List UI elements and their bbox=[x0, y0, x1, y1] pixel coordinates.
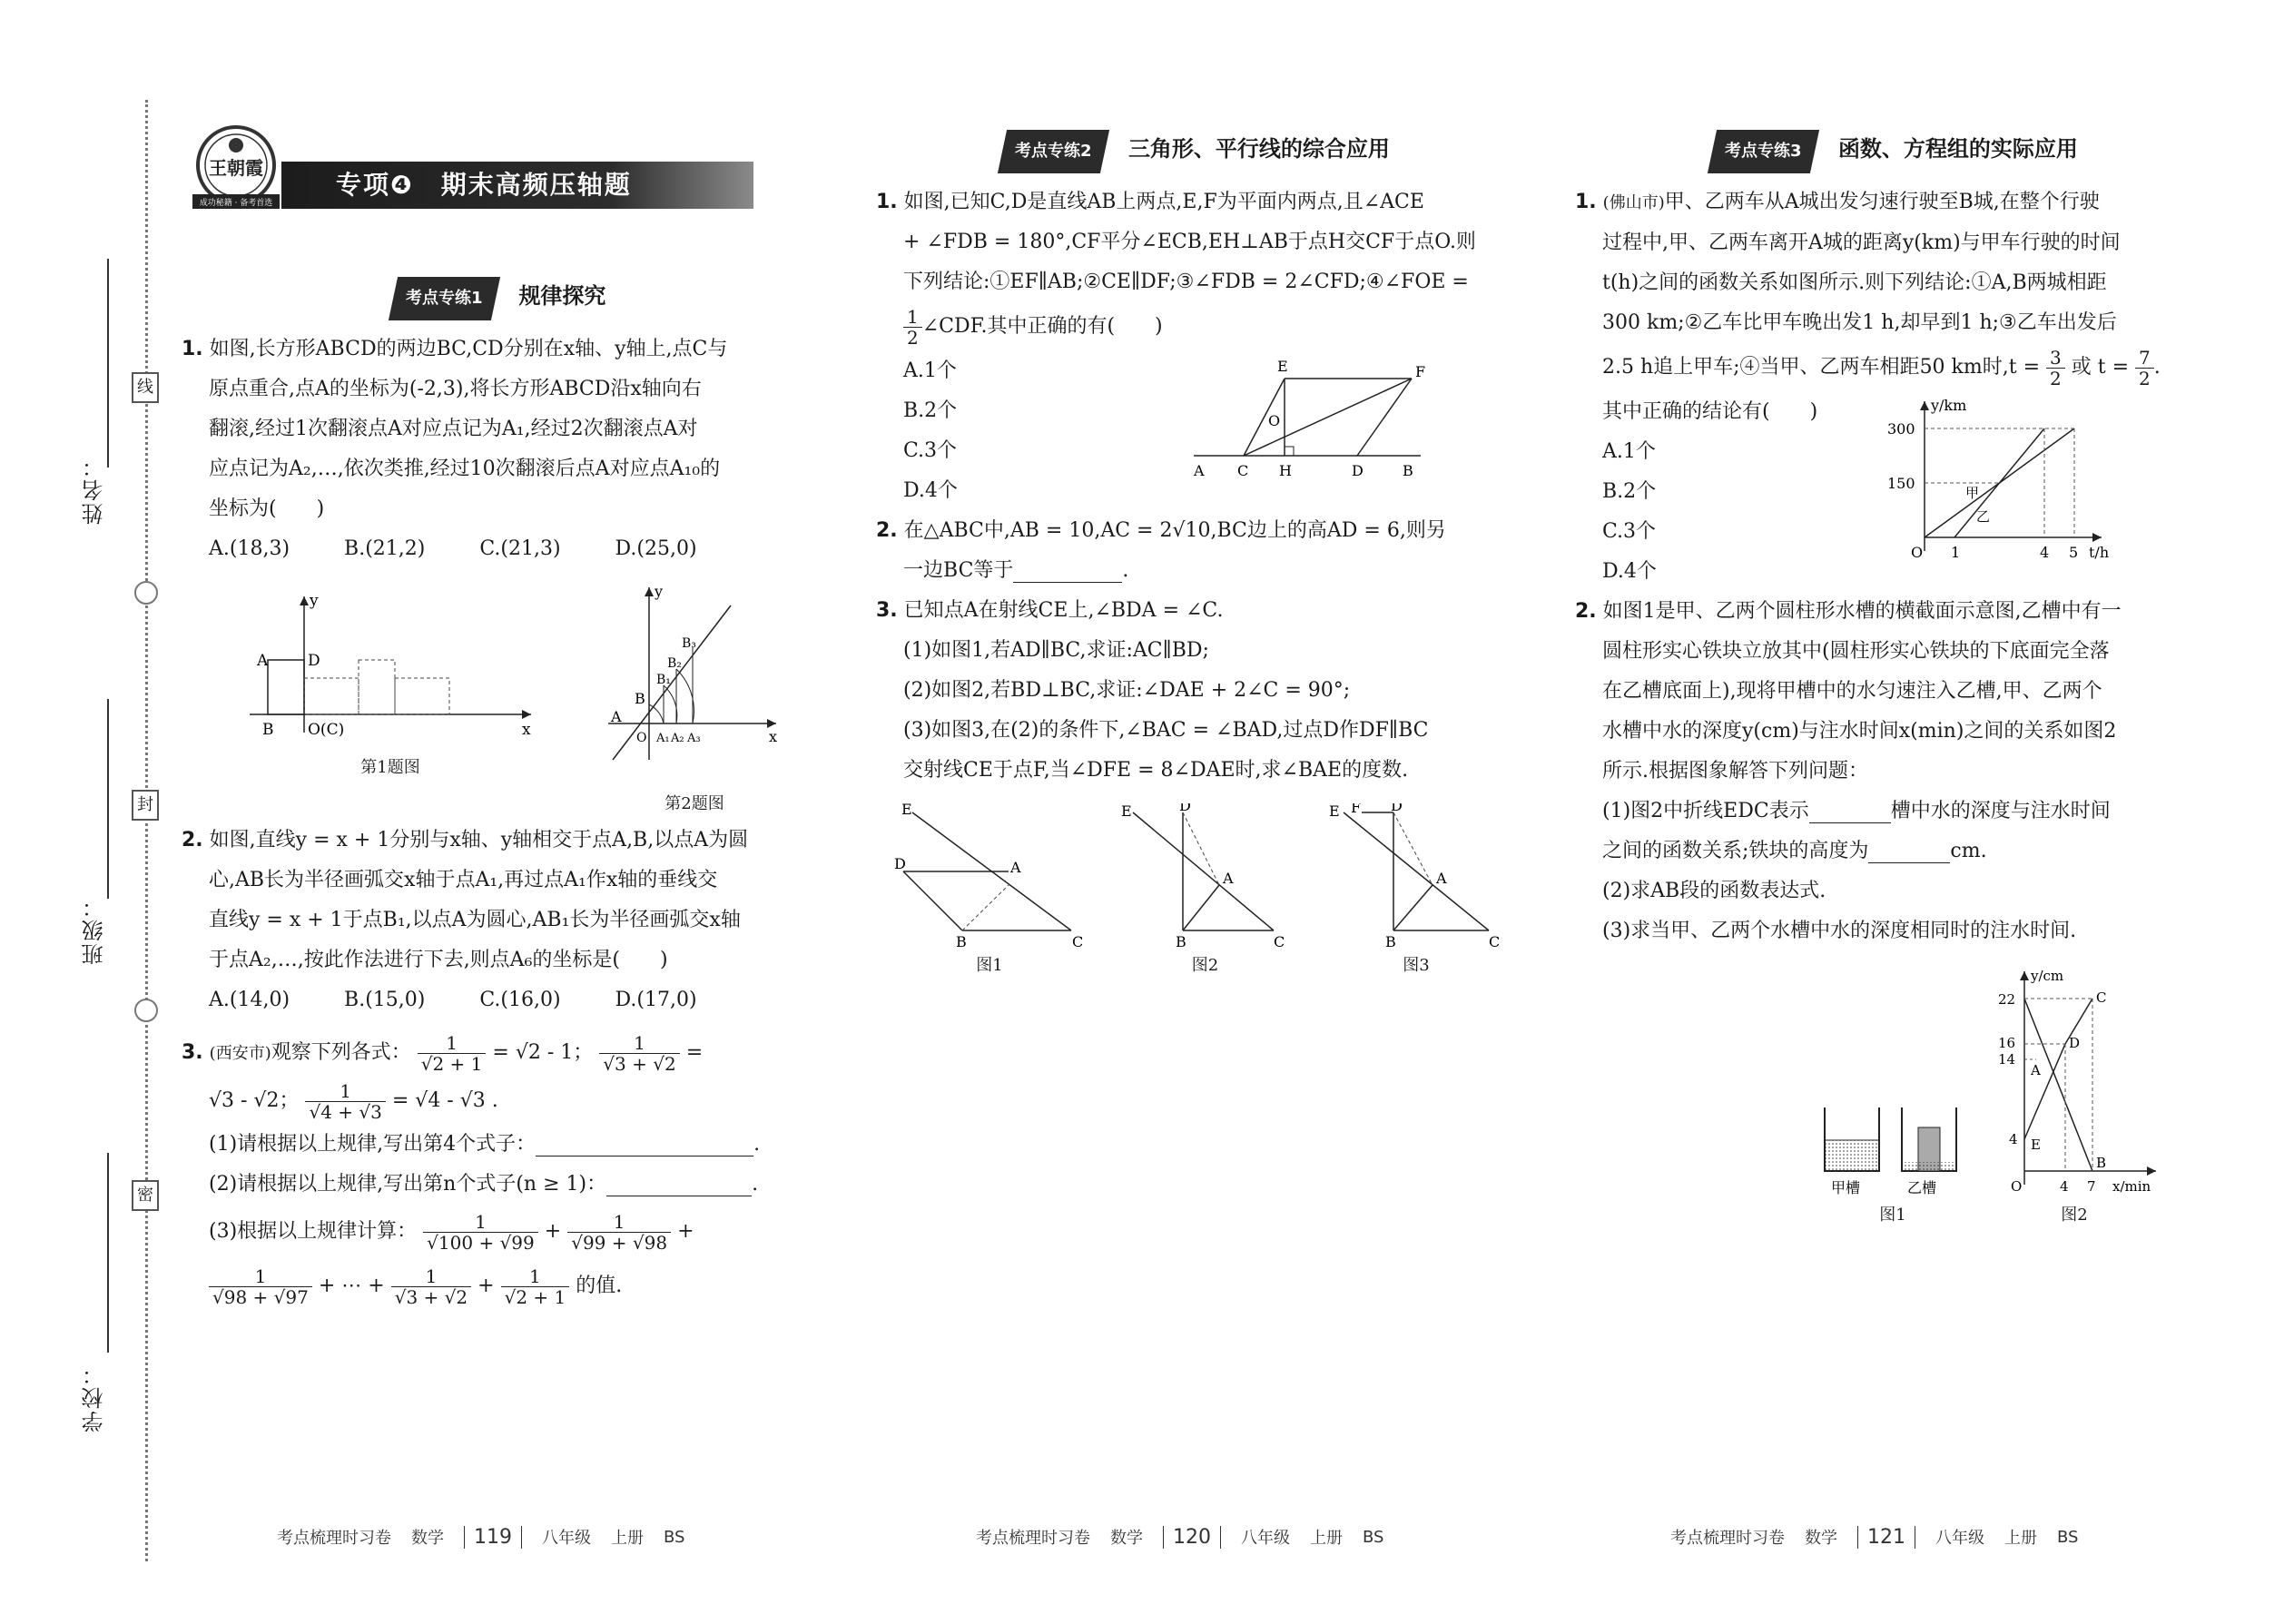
fraction: $\frac{1}{√100 + √99}$ bbox=[423, 1212, 538, 1253]
footer-volume: 上册 bbox=[2004, 1529, 2037, 1548]
section-heading-3 bbox=[1575, 129, 2215, 173]
svg-text:B: B bbox=[1403, 462, 1413, 479]
question-part: (2)求AB段的函数表达式. bbox=[1602, 880, 1826, 902]
option-d: D.(25,0) bbox=[615, 537, 697, 560]
class-underline bbox=[107, 699, 109, 899]
binding-dashed-line bbox=[145, 100, 148, 1561]
svg-text:1: 1 bbox=[1951, 544, 1961, 561]
section-title: 三角形、平行线的综合应用 bbox=[1127, 136, 1390, 162]
question-number: 2. bbox=[876, 519, 898, 542]
footer-edition: BS bbox=[664, 1527, 685, 1547]
fraction: $\frac{1}{√99 + √98}$ bbox=[567, 1212, 671, 1253]
school-underline bbox=[107, 1153, 109, 1353]
svg-text:D: D bbox=[1178, 803, 1191, 814]
chapter-title: 专项❹ 期末高频压轴题 bbox=[336, 170, 632, 200]
figure-caption: 图2 bbox=[1191, 956, 1219, 975]
footer-page-120 bbox=[976, 1525, 1383, 1549]
answer-blank[interactable] bbox=[1868, 840, 1950, 863]
svg-text:x: x bbox=[522, 721, 531, 739]
svg-text:5: 5 bbox=[2069, 544, 2079, 561]
footer-page-121 bbox=[1670, 1525, 2078, 1549]
footer-grade: 八年级 bbox=[1241, 1529, 1290, 1548]
svg-text:22: 22 bbox=[1998, 991, 2016, 1008]
svg-text:4: 4 bbox=[2040, 544, 2050, 561]
svg-text:C: C bbox=[1273, 933, 1285, 949]
chapter-banner bbox=[172, 118, 808, 218]
footer-grade: 八年级 bbox=[542, 1529, 591, 1548]
svg-text:B: B bbox=[635, 690, 645, 707]
svg-text:14: 14 bbox=[1998, 1051, 2016, 1068]
footer-book: 考点梳理时习卷 bbox=[1670, 1529, 1785, 1548]
svg-text:D: D bbox=[2069, 1035, 2081, 1051]
question-line: 心,AB长为半径画弧交x轴于点A₁,再过点A₁作x轴的垂线交 bbox=[209, 869, 718, 891]
svg-text:甲槽: 甲槽 bbox=[1831, 1179, 1861, 1196]
question-line: 已知点A在射线CE上,∠BDA = ∠C. bbox=[903, 599, 1224, 622]
question-number: 1. bbox=[1575, 191, 1597, 213]
question-line: 应点记为A₂,…,依次类推,经过10次翻滚后点A对应点A₁₀的 bbox=[209, 458, 721, 480]
school-label: 学校： bbox=[82, 1362, 107, 1432]
question-line: 于点A₂,…,按此作法进行下去,则点A₆的坐标是( ) bbox=[209, 949, 668, 971]
class-label: 班级： bbox=[82, 894, 107, 965]
triangle-diagram-3 bbox=[1325, 803, 1507, 949]
fraction: $\frac{3}{2}$ bbox=[2046, 348, 2065, 389]
svg-text:B: B bbox=[1385, 933, 1396, 949]
figure-q2 bbox=[604, 578, 785, 815]
svg-text:H: H bbox=[1279, 462, 1292, 479]
option-c: C.(21,3) bbox=[479, 537, 561, 560]
wangzhaoxia-logo bbox=[182, 118, 290, 218]
question-line: 直线y = x + 1于点B₁,以点A为圆心,AB₁长为半径画弧交x轴 bbox=[209, 909, 741, 931]
svg-text:150: 150 bbox=[1887, 475, 1915, 492]
footer-volume: 上册 bbox=[611, 1529, 644, 1548]
question-line: 甲、乙两车从A城出发匀速行驶至B城,在整个行驶 bbox=[1664, 191, 2100, 213]
section-heading-1 bbox=[182, 276, 817, 320]
svg-text:B: B bbox=[1175, 933, 1186, 949]
svg-text:乙: 乙 bbox=[1976, 508, 1991, 525]
svg-text:B: B bbox=[956, 933, 967, 949]
question-1-2 bbox=[182, 821, 817, 1020]
question-part: (2)请根据以上规律,写出第n个式子(n ≥ 1)： bbox=[209, 1173, 607, 1196]
plus-sign: + bbox=[677, 1220, 694, 1243]
question-line: ∠CDF.其中正确的有( ) bbox=[921, 315, 1163, 338]
seal-mi: 密 bbox=[132, 1180, 159, 1211]
svg-text:7: 7 bbox=[2087, 1178, 2096, 1195]
figure-caption: 图1 bbox=[1879, 1206, 1906, 1225]
svg-text:C: C bbox=[1072, 933, 1084, 949]
svg-text:O: O bbox=[636, 731, 647, 745]
question-part: (3)根据以上规律计算： bbox=[209, 1220, 418, 1243]
option-b: B.2个 bbox=[1602, 480, 1657, 503]
question-part: (1)如图1,若AD∥BC,求证:AC∥BD; bbox=[903, 639, 1209, 662]
svg-text:成功秘籍 · 备考首选: 成功秘籍 · 备考首选 bbox=[199, 199, 273, 208]
plus-sign: + bbox=[478, 1275, 495, 1297]
question-line: 坐标为( ) bbox=[209, 497, 325, 520]
section-tag: 考点专练2 bbox=[998, 130, 1109, 173]
svg-text:B₃: B₃ bbox=[682, 636, 696, 651]
depth-time-graph bbox=[1984, 962, 2165, 1198]
footer-book: 考点梳理时习卷 bbox=[277, 1529, 391, 1548]
svg-text:甲: 甲 bbox=[1965, 485, 1980, 501]
seal-feng: 封 bbox=[132, 790, 159, 821]
question-line: 或 t = bbox=[2071, 356, 2130, 379]
question-number: 2. bbox=[1575, 600, 1597, 623]
question-2-2: 2. 在△ABC中,AB = 10,AC = 2√10,BC边上的高AD = 6,则另 一边BC等于 . bbox=[876, 519, 1446, 582]
options bbox=[182, 529, 817, 569]
figure-q1 bbox=[241, 578, 540, 815]
question-1-1 bbox=[182, 330, 817, 569]
question-part: cm. bbox=[1950, 840, 1987, 862]
svg-text:4: 4 bbox=[2060, 1178, 2069, 1195]
question-line: 如图1是甲、乙两个圆柱形水槽的横截面示意图,乙槽中有一 bbox=[1602, 600, 2122, 623]
figure-caption: 第2题图 bbox=[665, 794, 724, 813]
question-line: 下列结论:①EF∥AB;②CE∥DF;③∠FDB = 2∠CFD;④∠FOE = bbox=[903, 271, 1469, 293]
question-number: 1. bbox=[182, 338, 203, 360]
svg-text:B: B bbox=[2096, 1155, 2107, 1171]
svg-text:C: C bbox=[1489, 933, 1501, 949]
triangle-diagram-2 bbox=[1119, 803, 1292, 949]
svg-text:A₂: A₂ bbox=[671, 732, 684, 745]
svg-text:A: A bbox=[1010, 859, 1021, 876]
figure-caption: 第1题图 bbox=[360, 758, 420, 777]
footer-volume: 上册 bbox=[1310, 1529, 1343, 1548]
section-tag: 考点专练3 bbox=[1708, 130, 1819, 173]
svg-text:A₃: A₃ bbox=[687, 732, 701, 745]
svg-text:y: y bbox=[655, 583, 664, 600]
question-line: 300 km;②乙车比甲车晚出发1 h,却早到1 h;③乙车出发后 bbox=[1602, 311, 2117, 334]
option-c: C.3个 bbox=[903, 439, 958, 462]
footer-book: 考点梳理时习卷 bbox=[976, 1529, 1090, 1548]
fraction: $\frac{1}{2}$ bbox=[903, 307, 922, 348]
svg-text:E: E bbox=[901, 803, 912, 818]
question-line: 水槽中水的深度y(cm)与注水时间x(min)之间的关系如图2 bbox=[1602, 720, 2117, 743]
answer-blank[interactable] bbox=[1809, 800, 1891, 823]
question-part: 之间的函数关系;铁块的高度为 bbox=[1602, 840, 1869, 862]
question-source: (西安市) bbox=[209, 1044, 271, 1063]
section-title: 规律探究 bbox=[518, 283, 606, 309]
svg-text:B₂: B₂ bbox=[667, 656, 682, 671]
name-underline bbox=[107, 259, 109, 468]
question-line: 如图,直线y = x + 1分别与x轴、y轴相交于点A,B,以点A为圆 bbox=[209, 829, 749, 851]
figure-tanks bbox=[1820, 1098, 1965, 1226]
column-1 bbox=[182, 263, 817, 1314]
page-number: 120 bbox=[1163, 1526, 1221, 1549]
question-number: 2. bbox=[182, 829, 203, 851]
svg-text:D: D bbox=[308, 652, 320, 670]
svg-text:300: 300 bbox=[1887, 420, 1915, 438]
figure-3 bbox=[1325, 803, 1507, 977]
svg-text:F: F bbox=[1415, 363, 1426, 380]
column-2 bbox=[876, 118, 1516, 977]
svg-text:C: C bbox=[1237, 462, 1249, 479]
svg-text:E: E bbox=[1277, 358, 1288, 375]
svg-text:E: E bbox=[1329, 803, 1340, 820]
svg-text:D: D bbox=[1352, 462, 1364, 479]
svg-text:O(C): O(C) bbox=[308, 721, 345, 739]
svg-text:y/km: y/km bbox=[1931, 397, 1967, 414]
svg-text:A: A bbox=[1436, 870, 1447, 887]
option-d: D.4个 bbox=[903, 479, 958, 502]
fraction: $\frac{1}{√2 + 1}$ bbox=[418, 1033, 487, 1074]
fraction: $\frac{1}{√2 + 1}$ bbox=[501, 1266, 570, 1307]
distance-time-graph bbox=[1875, 392, 2111, 565]
svg-text:y: y bbox=[310, 592, 319, 610]
footer-subject: 数学 bbox=[1110, 1529, 1143, 1548]
svg-text:A: A bbox=[1222, 870, 1234, 887]
fraction: $\frac{1}{√98 + √97}$ bbox=[209, 1266, 312, 1307]
question-part: (2)如图2,若BD⊥BC,求证:∠DAE + 2∠C = 90°; bbox=[903, 679, 1351, 702]
svg-text:C: C bbox=[2096, 989, 2107, 1006]
question-source: (佛山市) bbox=[1602, 193, 1665, 212]
figure-2 bbox=[1119, 803, 1292, 977]
question-line: 如图,已知C,D是直线AB上两点,E,F为平面内两点,且∠ACE bbox=[903, 191, 1424, 213]
figure-caption: 图2 bbox=[2061, 1206, 2088, 1225]
svg-text:D: D bbox=[894, 855, 906, 872]
question-part: (3)求当甲、乙两个水槽中水的深度相同时的注水时间. bbox=[1602, 920, 2077, 942]
svg-text:F: F bbox=[1351, 803, 1362, 816]
option-a: A.(14,0) bbox=[209, 989, 290, 1011]
question-number: 1. bbox=[876, 191, 898, 213]
equation-rhs: = √2 - 1； bbox=[492, 1041, 594, 1064]
svg-text:x/min: x/min bbox=[2112, 1178, 2151, 1195]
footer-edition: BS bbox=[1363, 1527, 1384, 1547]
binding-margin bbox=[0, 0, 172, 1624]
parallel-lines-diagram bbox=[1176, 351, 1430, 487]
binding-circle-icon bbox=[134, 581, 158, 605]
question-number: 3. bbox=[182, 1041, 203, 1064]
figures-row bbox=[182, 578, 817, 815]
option-a: A.1个 bbox=[1602, 440, 1656, 463]
question-1-3: 3. (西安市)观察下列各式： $\frac{1}{√2 + 1}$ = √2 - 1； $\frac{1}{√3 + √2}$ = √3 - √2； $\frac{1}{√4 + √3}$ = √4 - √3 . (1)请根据以上规律,写出第4个式子： . (2)请根据以上规律,写出第n个式子(n ≥ 1)： . (3)根据以上规律计算： $\frac{1}{√100 + √99}$ + $\frac{1}{√99 + √98}$ + $\frac{1}{√98 + √97}$ + ⋯ + $\frac{1}{√3 + √2}$ + $\frac{1}{√2 + 1}$ 的值. bbox=[182, 1031, 761, 1308]
figure-1 bbox=[894, 803, 1085, 977]
svg-text:O: O bbox=[1911, 544, 1924, 561]
svg-text:B: B bbox=[262, 721, 274, 739]
question-part: (3)如图3,在(2)的条件下,∠BAC = ∠BAD,过点D作DF∥BC bbox=[903, 719, 1429, 742]
column-3 bbox=[1575, 118, 2215, 1226]
question-line: 翻滚,经过1次翻滚点A对应点记为A₁,经过2次翻滚点A对 bbox=[209, 418, 698, 440]
option-a: A.1个 bbox=[903, 359, 957, 382]
question-line: 2.5 h追上甲车;④当甲、乙两车相距50 km时,t = bbox=[1602, 356, 2041, 379]
option-b: B.(21,2) bbox=[344, 537, 426, 560]
name-label: 姓名： bbox=[82, 454, 107, 525]
svg-text:A: A bbox=[257, 652, 269, 670]
figures-row bbox=[876, 791, 1516, 977]
footer-edition: BS bbox=[2057, 1527, 2079, 1547]
option-b: B.2个 bbox=[903, 399, 958, 422]
section-heading-2 bbox=[876, 129, 1516, 173]
equation-rhs: = √4 - √3 . bbox=[391, 1089, 498, 1112]
svg-text:D: D bbox=[1391, 803, 1403, 814]
question-line: 一边BC等于 bbox=[903, 559, 1014, 582]
question-line: + ∠FDB = 180°,CF平分∠ECB,EH⊥AB于点H交CF于点O.则 bbox=[903, 231, 1476, 253]
figures-row bbox=[1575, 962, 2215, 1226]
question-number: 3. bbox=[876, 599, 898, 622]
options bbox=[182, 980, 817, 1020]
question-part: (1)请根据以上规律,写出第4个式子： bbox=[209, 1133, 537, 1156]
question-line: t(h)之间的函数关系如图所示.则下列结论:①A,B两城相距 bbox=[1602, 271, 2107, 294]
question-3-2 bbox=[1575, 592, 2215, 1226]
answer-blank[interactable] bbox=[1013, 559, 1122, 583]
section-tag: 考点专练1 bbox=[388, 277, 499, 320]
question-part: 槽中水的深度与注水时间 bbox=[1890, 800, 2111, 822]
svg-text:E: E bbox=[2031, 1137, 2041, 1153]
svg-text:王朝霞: 王朝霞 bbox=[209, 157, 263, 179]
figure-caption: 图3 bbox=[1403, 956, 1430, 975]
question-line: 圆柱形实心铁块立放其中(圆柱形实心铁块的下底面完全落 bbox=[1602, 640, 2110, 663]
option-b: B.(15,0) bbox=[344, 989, 426, 1011]
question-line: 过程中,甲、乙两车离开A城的距离y(km)与甲车行驶的时间 bbox=[1602, 231, 2121, 254]
fraction: $\frac{1}{√4 + √3}$ bbox=[305, 1081, 385, 1122]
svg-text:A₁: A₁ bbox=[656, 732, 670, 745]
question-3-1: 1. (佛山市)甲、乙两车从A城出发匀速行驶至B城,在整个行驶 过程中,甲、乙两车离开A城的距离y(km)与甲车行驶的时间 t(h)之间的函数关系如图所示.则下列结论:①A,B两城相距 300 km;②乙车比甲车晚出发1 h,却早到1 h;③乙车出发后 2.5 h追上甲车;④当甲、乙两车相距50 km时,t = $\frac{3}{2}$ 或 t = $\frac{7}{2}$ . 其中正确的结论有( ) A.1个 B.2个 C.3个 D.4个 y/km t/h 300 150 1 4 5 O 甲 乙 bbox=[1575, 182, 2215, 592]
water-tanks-diagram bbox=[1820, 1098, 1965, 1198]
option-d: D.4个 bbox=[1602, 560, 1657, 583]
seal-xian: 线 bbox=[132, 372, 159, 403]
svg-text:O: O bbox=[2011, 1178, 2023, 1195]
question-tail: 的值. bbox=[576, 1275, 623, 1297]
question-intro: 观察下列各式： bbox=[271, 1041, 411, 1064]
question-line: 在乙槽底面上),现将甲槽中的水匀速注入乙槽,甲、乙两个 bbox=[1602, 680, 2102, 703]
question-line: 所示.根据图象解答下列问题： bbox=[1602, 760, 1868, 782]
footer-subject: 数学 bbox=[411, 1529, 444, 1548]
plus-sign: + bbox=[544, 1220, 562, 1243]
question-line: 其中正确的结论有( ) bbox=[1602, 400, 1818, 423]
svg-text:x: x bbox=[769, 728, 778, 745]
svg-text:O: O bbox=[1268, 412, 1281, 429]
svg-text:E: E bbox=[1120, 803, 1132, 820]
answer-blank[interactable] bbox=[536, 1133, 753, 1156]
figure-depth-graph bbox=[1984, 962, 2165, 1226]
arc-construction-diagram bbox=[604, 578, 785, 787]
svg-text:乙槽: 乙槽 bbox=[1907, 1179, 1937, 1196]
option-c: C.3个 bbox=[1602, 520, 1657, 543]
svg-text:16: 16 bbox=[1998, 1035, 2016, 1051]
svg-text:B₁: B₁ bbox=[656, 673, 671, 687]
svg-text:A: A bbox=[2031, 1062, 2041, 1078]
triangle-diagram-1 bbox=[894, 803, 1085, 949]
question-2-3 bbox=[876, 591, 1516, 977]
section-title: 函数、方程组的实际应用 bbox=[1837, 136, 2078, 162]
question-part: 交射线CE于点F,当∠DFE = 8∠DAE时,求∠BAE的度数. bbox=[903, 759, 1409, 782]
equation-rhs: √3 - √2； bbox=[209, 1089, 300, 1112]
footer-grade: 八年级 bbox=[1935, 1529, 1984, 1548]
option-c: C.(16,0) bbox=[479, 989, 561, 1011]
fraction: $\frac{1}{√3 + √2}$ bbox=[599, 1033, 679, 1074]
figure-caption: 图1 bbox=[976, 956, 1003, 975]
svg-text:A: A bbox=[1194, 462, 1205, 479]
equation-rhs: = bbox=[685, 1041, 704, 1064]
fraction: $\frac{7}{2}$ bbox=[2135, 348, 2154, 389]
question-line: 原点重合,点A的坐标为(-2,3),将长方形ABCD沿x轴向右 bbox=[209, 378, 702, 400]
question-2-1 bbox=[876, 182, 1516, 511]
svg-text:t/h: t/h bbox=[2089, 544, 2110, 561]
fraction: $\frac{1}{√3 + √2}$ bbox=[391, 1266, 471, 1307]
answer-blank[interactable] bbox=[606, 1173, 752, 1196]
binding-circle-icon bbox=[134, 999, 158, 1022]
option-a: A.(18,3) bbox=[209, 537, 290, 560]
page-number: 119 bbox=[464, 1526, 522, 1549]
page-number: 121 bbox=[1857, 1526, 1915, 1549]
svg-text:4: 4 bbox=[2009, 1131, 2018, 1147]
question-part: (1)图2中折线EDC表示 bbox=[1602, 800, 1809, 822]
svg-text:A: A bbox=[611, 708, 622, 725]
question-line: 如图,长方形ABCD的两边BC,CD分别在x轴、y轴上,点C与 bbox=[209, 338, 728, 360]
footer-subject: 数学 bbox=[1805, 1529, 1837, 1548]
svg-text:y/cm: y/cm bbox=[2031, 968, 2064, 984]
footer-page-119 bbox=[277, 1525, 684, 1549]
ellipsis-sign: + ⋯ + bbox=[318, 1275, 385, 1297]
option-d: D.(17,0) bbox=[615, 989, 697, 1011]
rolling-rectangle-diagram bbox=[241, 578, 540, 751]
question-line: 在△ABC中,AB = 10,AC = 2√10,BC边上的高AD = 6,则另 bbox=[903, 519, 1446, 542]
